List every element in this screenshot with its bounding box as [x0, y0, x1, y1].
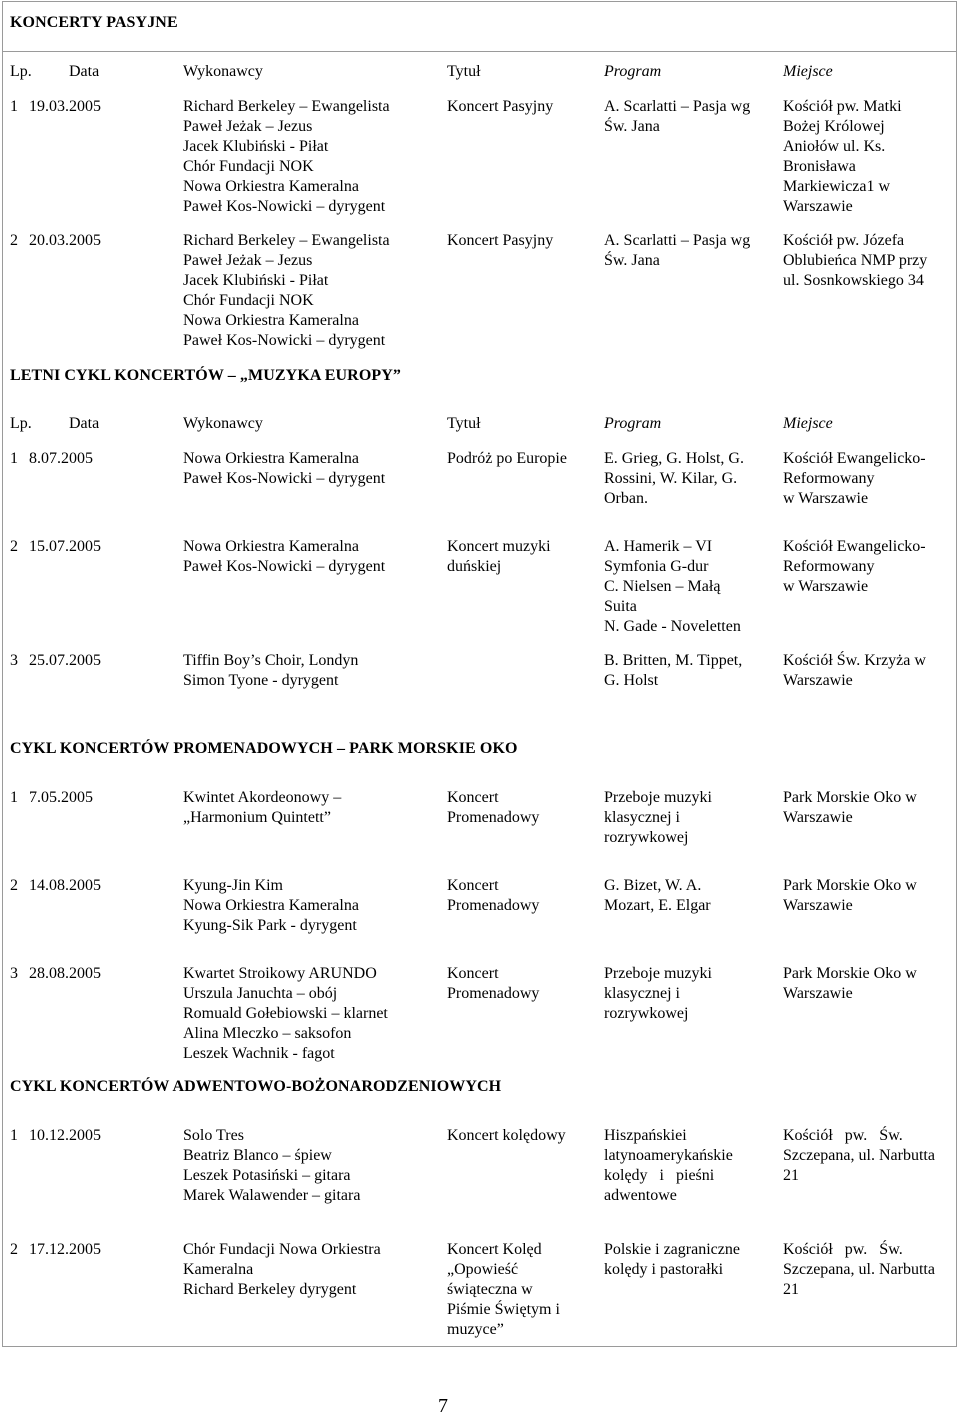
header-miejsce: Miejsce — [783, 415, 833, 432]
row-place: Kościół Ewangelicko- Reformowany w Warszawie — [783, 450, 926, 507]
section-title-adwentowe: CYKL KONCERTÓW ADWENTOWO-BOŻONARODZENIOWYCH — [10, 1078, 502, 1095]
section-title-pasyjne: KONCERTY PASYJNE — [10, 14, 178, 31]
row-date: 20.03.2005 — [29, 232, 101, 249]
row-program: A. Scarlatti – Pasja wg Św. Jana — [604, 98, 751, 135]
page-number: 7 — [438, 1395, 448, 1417]
row-program: Polskie i zagraniczne kolędy i pastorałki — [604, 1241, 740, 1278]
row-date: 19.03.2005 — [29, 98, 101, 115]
row-date: 14.08.2005 — [29, 877, 101, 894]
divider — [2, 51, 957, 52]
row-title: Koncert kolędowy — [447, 1127, 566, 1144]
row-program: A. Scarlatti – Pasja wg Św. Jana — [604, 232, 751, 269]
row-date: 10.12.2005 — [29, 1127, 101, 1144]
row-date: 8.07.2005 — [29, 450, 93, 467]
row-title: Koncert muzyki duńskiej — [447, 538, 551, 575]
header-data: Data — [69, 415, 100, 432]
row-title: Koncert Promenadowy — [447, 789, 540, 826]
row-place: Kościół pw. Św. Szczepana, ul. Narbutta 21 — [783, 1241, 935, 1298]
section-title-promenadowe: CYKL KONCERTÓW PROMENADOWYCH – PARK MORSKIE OKO — [10, 740, 518, 757]
header-lp: Lp. — [10, 415, 32, 432]
section-title-muzyka-europy: LETNI CYKL KONCERTÓW – „MUZYKA EUROPY” — [10, 367, 401, 384]
row-place: Park Morskie Oko w Warszawie — [783, 789, 917, 826]
row-place: Kościół Św. Krzyża w Warszawie — [783, 652, 926, 689]
row-place: Kościół pw. Józefa Oblubieńca NMP przy ul. Sosnkowskiego 34 — [783, 232, 928, 289]
row-lp: 2 — [10, 877, 18, 894]
row-place: Kościół pw. Św. Szczepana, ul. Narbutta 21 — [783, 1127, 935, 1184]
header-wykonawcy: Wykonawcy — [183, 415, 263, 432]
row-performers: Nowa Orkiestra Kameralna Paweł Kos-Nowicki – dyrygent — [183, 450, 386, 487]
row-program: Hiszpańskiei latynoamerykańskie kolędy i pieśni adwentowe — [604, 1127, 733, 1204]
row-title: Podróż po Europie — [447, 450, 567, 467]
row-title: Koncert Kolęd „Opowieść świąteczna w Piśmie Świętym i muzyce” — [447, 1241, 560, 1338]
header-program: Program — [604, 415, 662, 432]
header-miejsce: Miejsce — [783, 63, 833, 80]
row-lp: 3 — [10, 965, 18, 982]
row-performers: Kwartet Stroikowy ARUNDO Urszula Januchta – obój Romuald Gołebiowski – klarnet Alina Mleczko – saksofon Leszek Wachnik - fagot — [183, 965, 388, 1062]
row-performers: Nowa Orkiestra Kameralna Paweł Kos-Nowicki – dyrygent — [183, 538, 386, 575]
row-performers: Chór Fundacji Nowa Orkiestra Kameralna Richard Berkeley dyrygent — [183, 1241, 381, 1298]
header-data: Data — [69, 63, 100, 80]
row-performers: Richard Berkeley – Ewangelista Paweł Jeżak – Jezus Jacek Klubiński - Piłat Chór Fundacji NOK Nowa Orkiestra Kameralna Paweł Kos-Nowicki – dyrygent — [183, 232, 390, 349]
row-program: G. Bizet, W. A. Mozart, E. Elgar — [604, 877, 711, 914]
row-date: 28.08.2005 — [29, 965, 101, 982]
row-program: A. Hamerik – VI Symfonia G-dur C. Nielsen – Małą Suita N. Gade - Noveletten — [604, 538, 741, 635]
row-program: E. Grieg, G. Holst, G. Rossini, W. Kilar, G. Orban. — [604, 450, 744, 507]
row-title: Koncert Promenadowy — [447, 965, 540, 1002]
row-place: Kościół pw. Matki Bożej Królowej Aniołów ul. Ks. Bronisława Markiewicza1 w Warszawie — [783, 98, 902, 215]
row-performers: Solo Tres Beatriz Blanco – śpiew Leszek Potasiński – gitara Marek Walawender – gitara — [183, 1127, 361, 1204]
row-program: Przeboje muzyki klasycznej i rozrywkowej — [604, 965, 712, 1022]
row-lp: 2 — [10, 538, 18, 555]
row-title: Koncert Pasyjny — [447, 232, 554, 249]
row-performers: Kwintet Akordeonowy – „Harmonium Quintett” — [183, 789, 342, 826]
row-title: Koncert Promenadowy — [447, 877, 540, 914]
row-title: Koncert Pasyjny — [447, 98, 554, 115]
row-performers: Kyung-Jin Kim Nowa Orkiestra Kameralna Kyung-Sik Park - dyrygent — [183, 877, 359, 934]
row-place: Kościół Ewangelicko- Reformowany w Warszawie — [783, 538, 926, 595]
row-performers: Tiffin Boy’s Choir, Londyn Simon Tyone - dyrygent — [183, 652, 359, 689]
header-lp: Lp. — [10, 63, 32, 80]
header-program: Program — [604, 63, 662, 80]
row-lp: 1 — [10, 789, 18, 806]
row-lp: 1 — [10, 450, 18, 467]
row-lp: 1 — [10, 98, 18, 115]
row-date: 7.05.2005 — [29, 789, 93, 806]
header-tytul: Tytuł — [447, 63, 481, 80]
row-place: Park Morskie Oko w Warszawie — [783, 877, 917, 914]
header-tytul: Tytuł — [447, 415, 481, 432]
row-lp: 2 — [10, 232, 18, 249]
row-performers: Richard Berkeley – Ewangelista Paweł Jeżak – Jezus Jacek Klubiński - Piłat Chór Fundacji NOK Nowa Orkiestra Kameralna Paweł Kos-Nowicki – dyrygent — [183, 98, 390, 215]
row-date: 17.12.2005 — [29, 1241, 101, 1258]
row-lp: 2 — [10, 1241, 18, 1258]
row-date: 25.07.2005 — [29, 652, 101, 669]
row-place: Park Morskie Oko w Warszawie — [783, 965, 917, 1002]
header-wykonawcy: Wykonawcy — [183, 63, 263, 80]
row-program: Przeboje muzyki klasycznej i rozrywkowej — [604, 789, 712, 846]
row-program: B. Britten, M. Tippet, G. Holst — [604, 652, 743, 689]
row-lp: 1 — [10, 1127, 18, 1144]
row-date: 15.07.2005 — [29, 538, 101, 555]
row-lp: 3 — [10, 652, 18, 669]
